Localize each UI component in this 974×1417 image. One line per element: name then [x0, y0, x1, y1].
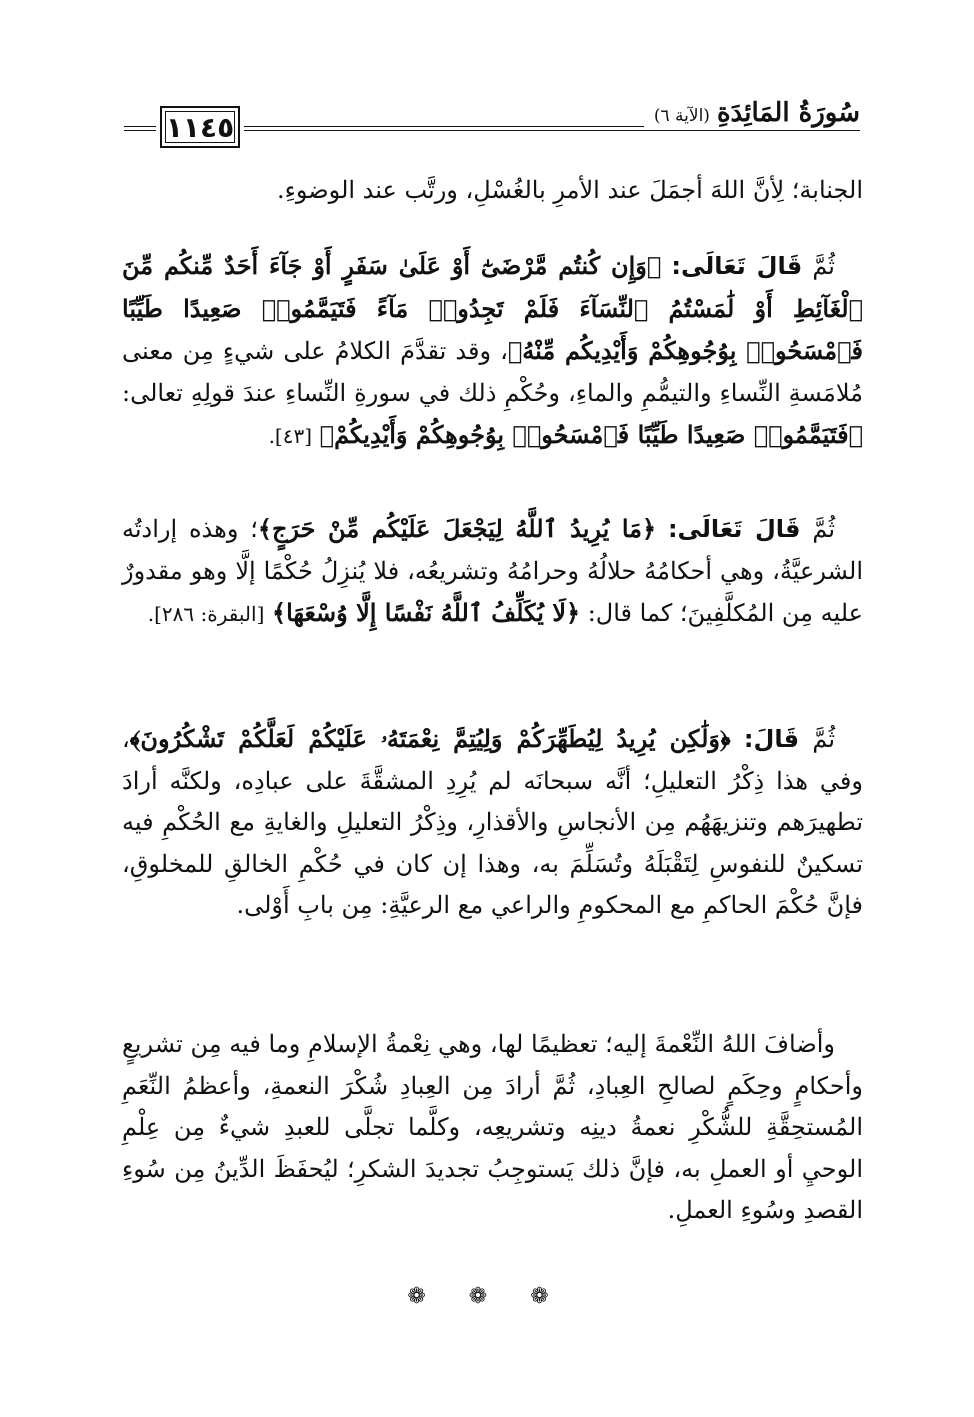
paragraph-5	[122, 1024, 863, 1232]
paragraph-text: وأضافَ اللهُ النِّعْمةَ إليه؛ تعظيمًا لها، وهي نِعْمةُ الإسلامِ وما فيه مِن تشريعٍ وأحكامٍ وحِكَمٍ لصالحِ العِبادِ، ثُمَّ أرادَ مِن العِبادِ شُكْرَ النعمةِ، وأعظمُ النِّعَمِ المُستحِقَّةِ للشُّكْرِ نعمةُ دينِه وتشريعِه، وكلَّما تجلَّى للعبدِ شيءٌ مِن عِلْمِ الوحيِ أو العملِ به، فإنَّ ذلك يَستوجِبُ تجديدَ الشكرِ؛ ليُحفَظَ الدِّينُ مِن سُوءِ القصدِ وسُوءِ العملِ.	[122, 1030, 863, 1224]
verse-ref: [البقرة: ٢٨٦].	[147, 602, 265, 626]
qaala-label: قَالَ تَعَالَى:	[671, 252, 803, 280]
quran-verse-2: ﴿لَا يُكَلِّفُ ٱللَّهُ نَفْسًا إِلَّا وُسْعَهَا﴾	[272, 598, 581, 627]
quran-verse: ﴿مَا يُرِيدُ ٱللَّهُ لِيَجْعَلَ عَلَيْكُم مِّنْ حَرَجٍ﴾	[257, 514, 657, 543]
paragraph-lead: ثُمَّ	[812, 725, 835, 753]
aya-reference: (الآية ٦)	[653, 106, 710, 126]
verse-ref: [٤٣].	[268, 424, 313, 448]
paragraph-lead: ثُمَّ	[812, 515, 835, 543]
paragraph-1	[122, 170, 863, 212]
page-number-box	[160, 106, 240, 148]
sura-title: سُورَةُ المَائِدَةِ	[716, 98, 860, 128]
section-divider: ❁ ❁ ❁	[407, 1284, 567, 1309]
qaala-label: قَالَ تَعَالَى:	[667, 515, 801, 543]
paragraph-lead: ثُمَّ	[812, 252, 835, 280]
quran-verse: ﴿وَلَٰكِن يُرِيدُ لِيُطَهِّرَكُمْ وَلِيُتِمَّ نِعْمَتَهُۥ عَلَيْكُمْ لَعَلَّكُمْ تَشْكُرُونَ﴾	[129, 724, 731, 753]
paragraph-3	[122, 508, 863, 636]
page-number: ١١٤٥	[165, 110, 235, 144]
paragraph-body: ، وفي هذا ذِكْرُ التعليلِ؛ أنَّه سبحانَه لم يُرِدِ المشقَّةَ على عبادِه، ولكنَّه أرادَ تطهيرَهم وتنزيهَهُم مِن الأنجاسِ والأقذارِ، وذِكْرُ التعليلِ والغايةِ مع الحُكْمِ فيه تسكينٌ للنفوسِ لِتَقْبَلَهُ وتُسَلِّمَ به، وهذا إن كان في حُكْمِ الخالقِ للمخلوقِ، فإنَّ حُكْمَ الحاكمِ مع المحكومِ والراعي مع الرعيَّةِ: مِن بابِ أَوْلى.	[122, 725, 864, 919]
running-head	[644, 98, 860, 128]
page-header	[124, 96, 860, 156]
qaala-label: قَالَ:	[743, 725, 800, 753]
header-rule-left	[124, 126, 156, 131]
paragraph-text: الجنابة؛ لِأنَّ اللهَ أجمَلَ عند الأمرِ بالغُسْلِ، ورتَّب عند الوضوءِ.	[276, 176, 863, 204]
paragraph-body: ؛ وهذه إرادتُه الشرعيَّةُ، وهي أحكامُهُ حلالُهُ وحرامُهُ وتشريعُه، فلا يُنزِلُ حُكْمًا إلَّا وهو مقدورٌ عليه مِن المُكلَّفِينَ؛ كما قال:	[122, 515, 863, 627]
paragraph-4	[122, 718, 863, 927]
paragraph-body: ، وقد تقدَّمَ الكلامُ على شيءٍ مِن معنى مُلامَسةِ النِّساءِ والتيمُّمِ والماءِ، وحُكْمِ ذلك في سورةِ النِّساءِ عندَ قولِهِ تعالى:	[122, 337, 863, 407]
paragraph-2	[122, 245, 863, 458]
quran-verse-2: ﴿فَتَيَمَّمُوا۟ صَعِيدًا طَيِّبًا فَٱمْسَحُوا۟ بِوُجُوهِكُمْ وَأَيْدِيكُمْ﴾	[319, 420, 863, 449]
quran-verse: ﴿وَإِن كُنتُم مَّرْضَىٰٓ أَوْ عَلَىٰ سَفَرٍ أَوْ جَآءَ أَحَدٌ مِّنكُم مِّنَ ٱلْغَآئِطِ أَوْ لَٰمَسْتُمُ ٱلنِّسَآءَ فَلَمْ تَجِدُوا۟ مَآءً فَتَيَمَّمُوا۟ صَعِيدًا طَيِّبًا فَٱمْسَحُوا۟ بِوُجُوهِكُمْ وَأَيْدِيكُم مِّنْهُ﴾	[122, 251, 863, 365]
